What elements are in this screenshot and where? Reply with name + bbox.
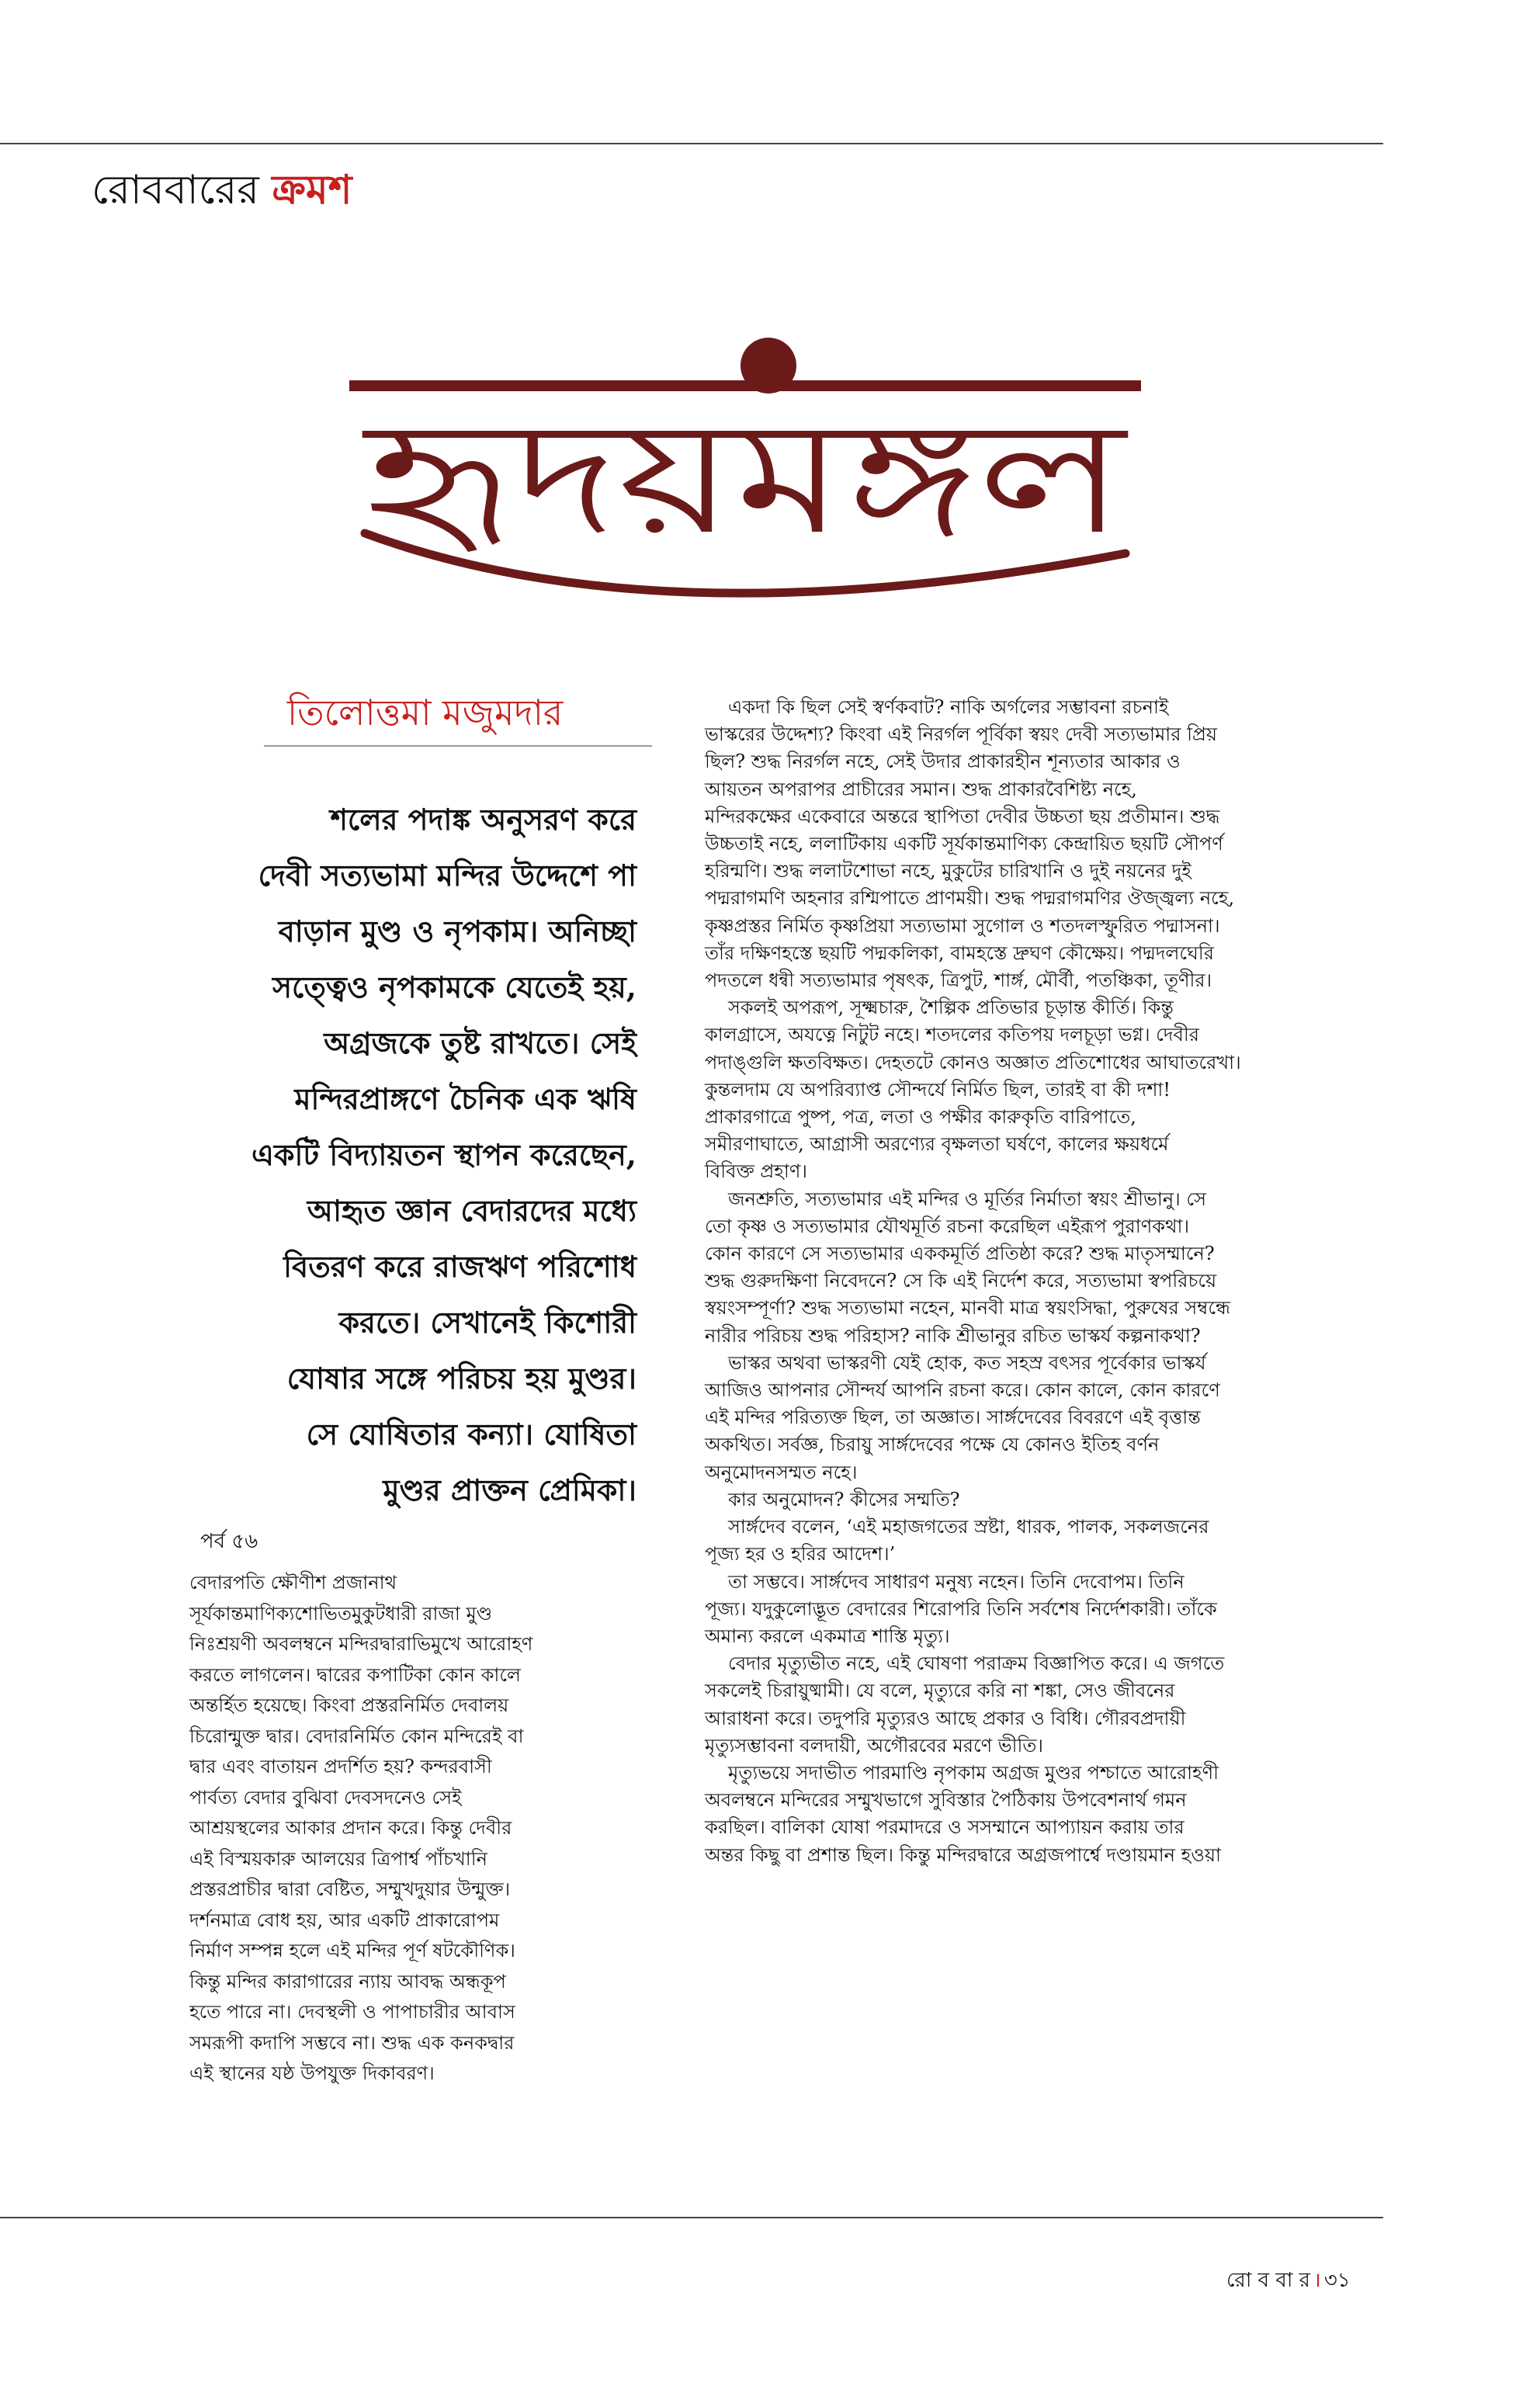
footer-page-number: ৩১ [1323,2269,1351,2292]
right-column-line: অনুমোদনসম্মত নহে। [705,1461,858,1483]
footer-separator: । [1313,2269,1321,2292]
right-column-line: ভাস্করের উদ্দেশ্য? কিংবা এই নিরর্গল পূর্বিকা স্বয়ং দেবী সত্যভামার প্রিয় [705,723,1217,746]
pull-quote-line: অগ্রজকে তুষ্ট রাখতে। সেই [324,1025,636,1060]
right-column-line: তো কৃষ্ণ ও সত্যভামার যৌথমূর্তি রচনা করেছিল এইরূপ পুরাণকথা। [705,1215,1190,1237]
section-header [92,163,352,217]
pull-quote-line: করতে। সেখানেই কিশোরী [338,1305,636,1340]
right-column-line: মন্দিরকক্ষের একেবারে অন্তরে স্থাপিতা দেবীর উচ্চতা ছয় প্রতীমান। শুদ্ধ [705,805,1220,827]
right-column-line: বেদার মৃত্যুভীত নহে, এই ঘোষণা পরাক্রম বিজ্ঞাপিত করে। এ জগতে [728,1653,1225,1675]
pull-quote-line: সে যোষিতার কন্যা। যোষিতা [306,1417,636,1451]
page-footer [1226,2265,1351,2296]
right-column-line: আজিও আপনার সৌন্দর্য আপনি রচনা করে। কোন কালে, কোন কারণে [705,1379,1220,1402]
author-divider [264,745,652,747]
right-column-line: কালগ্রাসে, অযত্নে নিটুট নহে। শতদলের কতিপয় দলচূড়া ভগ্ন। দেবীর [705,1024,1199,1046]
section-header-prefix: রোববারের [92,167,272,213]
pull-quote-line: মুণ্ডর প্রাক্তন প্রেমিকা। [383,1472,636,1507]
right-column-line: নারীর পরিচয় শুদ্ধ পরিহাস? নাকি শ্রীভানুর রচিত ভাস্কর্য কল্পনাকথা? [705,1324,1201,1347]
pull-quote-line: আহৃত জ্ঞান বেদারদের মধ্যে [307,1193,636,1228]
masthead-text: হৃদয়মঙ্গল [362,388,1129,569]
right-column-line: এই মন্দির পরিত্যক্ত ছিল, তা অজ্ঞাত। সার্ঙ্গদেবের বিবরণে এই বৃত্তান্ত [705,1406,1201,1429]
pull-quote-line: দেবী সত্যভামা মন্দির উদ্দেশে পা [258,858,636,893]
left-column-line: বেদারপতি ক্ষৌণীশ প্রজানাথ [189,1572,397,1594]
right-column-line: অমান্য করলে একমাত্র শাস্তি মৃত্যু। [705,1625,950,1647]
left-column-line: সমরূপী কদাপি সম্ভবে না। শুদ্ধ এক কনকদ্বার [189,2031,515,2054]
pull-quote-line: একটি বিদ্যায়তন স্থাপন করেছেন, [251,1137,636,1172]
right-column-line: পদ্মরাগমণি অহনার রশ্মিপাতে প্রাণময়ী। শুদ্ধ পদ্মরাগমণির ঔজ্জ্বল্য নহে, [705,887,1235,910]
left-column-line: চিরোন্মুক্ত দ্বার। বেদারনির্মিত কোন মন্দিরেই বা [189,1725,524,1747]
masthead-title [334,338,1157,617]
right-column-line: পূজ্য হর ও হরির আদেশ।’ [705,1543,896,1566]
right-column-line: জনশ্রুতি, সত্যভামার এই মন্দির ও মূর্তির নির্মাতা স্বয়ং শ্রীভানু। সে [728,1188,1206,1210]
right-column-line: সমীরণাঘাতে, আগ্রাসী অরণ্যের বৃক্ষলতা ঘর্ষণে, কালের ক্ষয়ধর্মে [705,1133,1169,1156]
pull-quote-line: যোষার সঙ্গে পরিচয় হয় মুণ্ডর। [286,1361,636,1396]
bottom-rule [0,2217,1383,2218]
right-column-line: পূজ্য। যদুকুলোদ্ভূত বেদারের শিরোপরি তিনি সর্বশেষ নির্দেশকারী। তাঁকে [705,1597,1217,1620]
left-column-line: নির্মাণ সম্পন্ন হলে এই মন্দির পূর্ণ ষটকৌণিক। [189,1940,515,1961]
pull-quote-line: শলের পদাঙ্ক অনুসরণ করে [330,802,636,837]
right-column-line: স্বয়ংসম্পূর্ণা? শুদ্ধ সত্যভামা নহেন, মানবী মাত্র স্বয়ংসিদ্ধা, পুরুষের সম্বন্ধে [705,1297,1231,1320]
right-column-line: তা সম্ভবে। সার্ঙ্গদেব সাধারণ মনুষ্য নহেন। তিনি দেবোপম। তিনি [728,1570,1184,1593]
left-column-line: প্রস্তরপ্রাচীর দ্বারা বেষ্টিত, সম্মুখদুয়ার উন্মুক্ত। [189,1878,511,1900]
right-column-line: শুদ্ধ গুরুদক্ষিণা নিবেদনে? সে কি এই নির্দেশ করে, সত্যভামা স্বপরিচয়ে [705,1270,1217,1292]
right-column-line: সার্ঙ্গদেব বলেন, ‘এই মহাজগতের স্রষ্টা, ধারক, পালক, সকলজনের [728,1516,1209,1538]
right-column-line: আরাধনা করে। তদুপরি মৃত্যুরও আছে প্রকার ও বিধি। গৌরবপ্রদায়ী [705,1707,1186,1729]
right-column-line: প্রাকারগাত্রে পুষ্প, পত্র, লতা ও পক্ষীর কারুকৃতি বারিপাতে, [705,1106,1136,1129]
right-column-line: তাঁর দক্ষিণহস্তে ছয়টি পদ্মকলিকা, বামহস্তে দ্রুঘণ কৌক্ষেয়। পদ্মদলঘেরি [705,942,1214,964]
left-column-line: আশ্রয়স্থলের আকার প্রদান করে। কিন্তু দেবীর [189,1817,512,1839]
right-column-line: কৃষ্ণপ্রস্তর নির্মিত কৃষ্ণপ্রিয়া সত্যভামা সুগোল ও শতদলস্ফুরিত পদ্মাসনা। [705,914,1220,937]
right-column-line: পদতলে ধন্বী সত্যভামার পৃষৎক, ত্রিপুট, শার্ঙ্গ, মৌর্বী, পতঞ্চিকা, তূণীর। [705,969,1212,992]
right-column-line: হরিন্মণি। শুদ্ধ ললাটশোভা নহে, মুকুটের চারিখানি ও দুই নয়নের দুই [705,860,1191,883]
right-column-line: করছিল। বালিকা যোষা পরমাদরে ও সসম্মানে আপ্যায়ন করায় তার [705,1816,1184,1839]
pull-quote-line: সত্ত্বেও নৃপকামকে যেতেই হয়, [272,969,636,1004]
pull-quote [93,792,636,1518]
right-column-line: অন্তর কিছু বা প্রশান্ত ছিল। কিন্তু মন্দিরদ্বারে অগ্রজপার্শ্বে দণ্ডায়মান হওয়া [705,1843,1221,1866]
left-column-line: দ্বার এবং বাতায়ন প্রদর্শিত হয়? কন্দরবাসী [189,1756,492,1777]
right-column-line: সকলেই চিরায়ুষ্মামী। যে বলে, মৃত্যুরে করি না শঙ্কা, সেও জীবনের [705,1680,1175,1702]
right-column-line: ভাস্কর অথবা ভাস্করণী যেই হোক, কত সহস্র বৎসর পূর্বেকার ভাস্কর্য [728,1351,1206,1374]
left-column-line: পার্বত্য বেদার বুঝিবা দেবসদনেও সেই [189,1786,462,1809]
right-column-line: ছিল? শুদ্ধ নিরর্গল নহে, সেই উদার প্রাকারহীন শূন্যতার আকার ও [705,751,1181,773]
author-name: তিলোত্তমা মজুমদার [287,692,564,734]
right-column-line: আয়তন অপরাপর প্রাচীরের সমান। শুদ্ধ প্রাকারবৈশিষ্ট্য নহে, [705,778,1137,800]
pull-quote-line: বিতরণ করে রাজঋণ পরিশোধ [283,1249,636,1284]
right-column-line: বিবিক্ত প্রহাণ। [705,1160,807,1183]
top-rule [0,143,1383,144]
left-column-line: অন্তর্হিত হয়েছে। কিংবা প্রস্তরনির্মিত দেবালয় [189,1694,509,1716]
pull-quote-line: মন্দিরপ্রাঙ্গণে চৈনিক এক ঋষি [294,1081,636,1116]
episode-number: পর্ব ৫৬ [200,1530,258,1553]
left-column-line: এই বিস্ময়কারু আলয়ের ত্রিপার্শ্ব পাঁচখানি [189,1847,487,1870]
right-column-line: পদাঙ্গুলি ক্ষতবিক্ষত। দেহতটে কোনও অজ্ঞাত প্রতিশোধের আঘাতরেখা। [705,1051,1241,1073]
left-column-line: করতে লাগলেন। দ্বারের কপাটিকা কোন কালে [189,1663,521,1686]
footer-magazine-name: রো ব বা র [1226,2269,1310,2292]
right-column-line: কোন কারণে সে সত্যভামার এককমূর্তি প্রতিষ্ঠা করে? শুদ্ধ মাতৃসম্মানে? [705,1243,1215,1265]
right-column-line: কার অনুমোদন? কীসের সম্মতি? [728,1488,960,1510]
left-column-text [189,1568,647,2090]
right-column-line: অকথিত। সর্বজ্ঞ, চিরায়ু সার্ঙ্গদেবের পক্ষে যে কোনও ইতিহ বর্ণন [705,1434,1160,1456]
left-column-line: সূর্যকান্তমাণিক্যশোভিতমুকুটধারী রাজা মুণ্ড [189,1602,493,1625]
right-column-line: কুন্তলদাম যে অপরিব্যাপ্ত সৌন্দর্যে নির্মিত ছিল, তারই বা কী দশা! [705,1078,1171,1101]
right-column-line: একদা কি ছিল সেই স্বর্ণকবাট? নাকি অর্গলের সম্ভাবনা রচনাই [728,696,1169,718]
masthead-ornament-dot [741,338,796,394]
right-column-line: উচ্চতাই নহে, ললাটিকায় একটি সূর্যকান্তমাণিক্য কেন্দ্রায়িত ছয়টি সৌপর্ণ [705,833,1223,855]
right-column-line: মৃত্যুভয়ে সদাভীত পারমাণ্ডি নৃপকাম অগ্রজ মুণ্ডর পশ্চাতে আরোহণী [728,1761,1219,1784]
left-column-line: এই স্থানের যষ্ঠ উপযুক্ত দিকাবরণ। [189,2062,435,2084]
section-header-accent: ক্রমশ [272,166,352,213]
pull-quote-line: বাড়ান মুণ্ড ও নৃপকাম। অনিচ্ছা [278,914,636,949]
left-column-line: কিন্তু মন্দির কারাগারের ন্যায় আবদ্ধ অন্ধকূপ [189,1970,506,1992]
left-column-line: নিঃশ্রয়ণী অবলম্বনে মন্দিরদ্বারাভিমুখে আরোহণ [189,1633,533,1655]
left-column-line: হতে পারে না। দেবস্থলী ও পাপাচারীর আবাস [189,2001,515,2023]
right-column-line: অবলম্বনে মন্দিরের সম্মুখভাগে সুবিস্তার পৈঠিকায় উপবেশনার্থ গমন [705,1789,1187,1812]
right-column-line: মৃত্যুসম্ভাবনা বলদায়ী, অগৌরবের মরণে ভীতি। [705,1734,1044,1757]
right-column-text [705,694,1388,1869]
left-column-line: দর্শনমাত্র বোধ হয়, আর একটি প্রাকারোপম [189,1909,500,1931]
right-column-line: সকলই অপরূপ, সূক্ষ্মচারু, শৈল্পিক প্রতিভার চূড়ান্ত কীর্তি। কিন্তু [728,997,1174,1019]
